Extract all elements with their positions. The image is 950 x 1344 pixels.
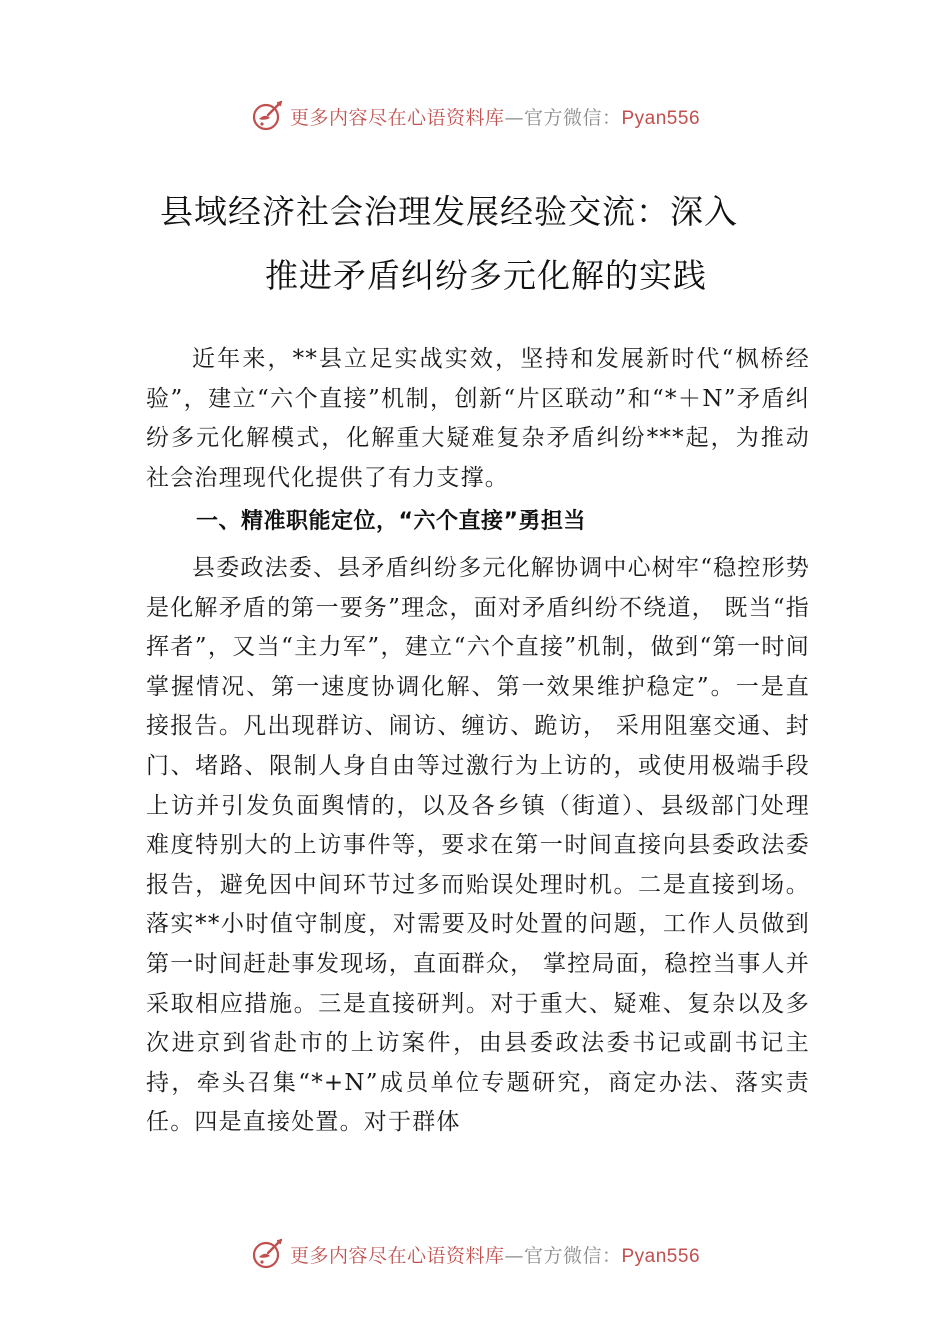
watermark-footer [0,1234,950,1274]
watermark-main: 更多内容尽在心语资料库 [289,1244,505,1267]
watermark-id: Pyan556 [621,1245,701,1267]
document-title-line-2: 推进矛盾纠纷多元化解的实践 [265,256,707,295]
watermark-sub: 官方微信： [523,1244,622,1267]
watermark-dash: — [504,1244,524,1267]
watermark-header [0,96,950,136]
watermark-main: 更多内容尽在心语资料库 [289,106,505,129]
watermark-text [290,1241,700,1268]
section-1-heading: 一、精准职能定位，“六个直接”勇担当 [196,509,586,534]
section-1-paragraph: 县委政法委、县矛盾纠纷多元化解协调中心树牢“稳控形势是化解矛盾的第一要务”理念，面对矛盾纠纷不绕道， 既当“指挥者”，又当“主力军”，建立“六个直接”机制，做到“第一时间掌握情况、第一速度协调化解、第一效果维护稳定”。一是直接报告。凡出现群访、闹访、缠访、跪访， 采用阻塞交通、封门、堵路、限制人身自由等过激行为上访的，或使用极端手段上访并引发负面舆情的，以及各乡镇（街道）、县级部门处理难度特别大的上访事件等，要求在第一时间直接向县委政法委报告，避免因中间环节过多而贻误处理时机。二是直接到场。落实**小时值守制度，对需要及时处置的问题，工作人员做到第一时间赶赴事发现场，直面群众， 掌控局面，稳控当事人并采取相应措施。三是直接研判。对于重大、疑难、复杂以及多次进京到省赴市的上访案件，由县委政法委书记或副书记主持，牵头召集“*+N”成员单位专题研究，商定办法、落实责任。四是直接处置。对于群体 [146,555,810,1136]
intro-paragraph: 近年来，**县立足实战实效，坚持和发展新时代“枫桥经验”，建立“六个直接”机制，创新“片区联动”和“*＋N”矛盾纠纷多元化解模式，化解重大疑难复杂矛盾纠纷***起，为推动社会治理现代化提供了有力支撑。 [146,346,810,491]
quill-seal-icon [250,1237,284,1271]
watermark-dash: — [504,106,524,129]
document-title-line-1: 县域经济社会治理发展经验交流：深入 [160,192,738,231]
watermark-sub: 官方微信： [523,106,622,129]
watermark-text [290,103,700,130]
watermark-id: Pyan556 [621,107,701,129]
quill-seal-icon [250,99,284,133]
